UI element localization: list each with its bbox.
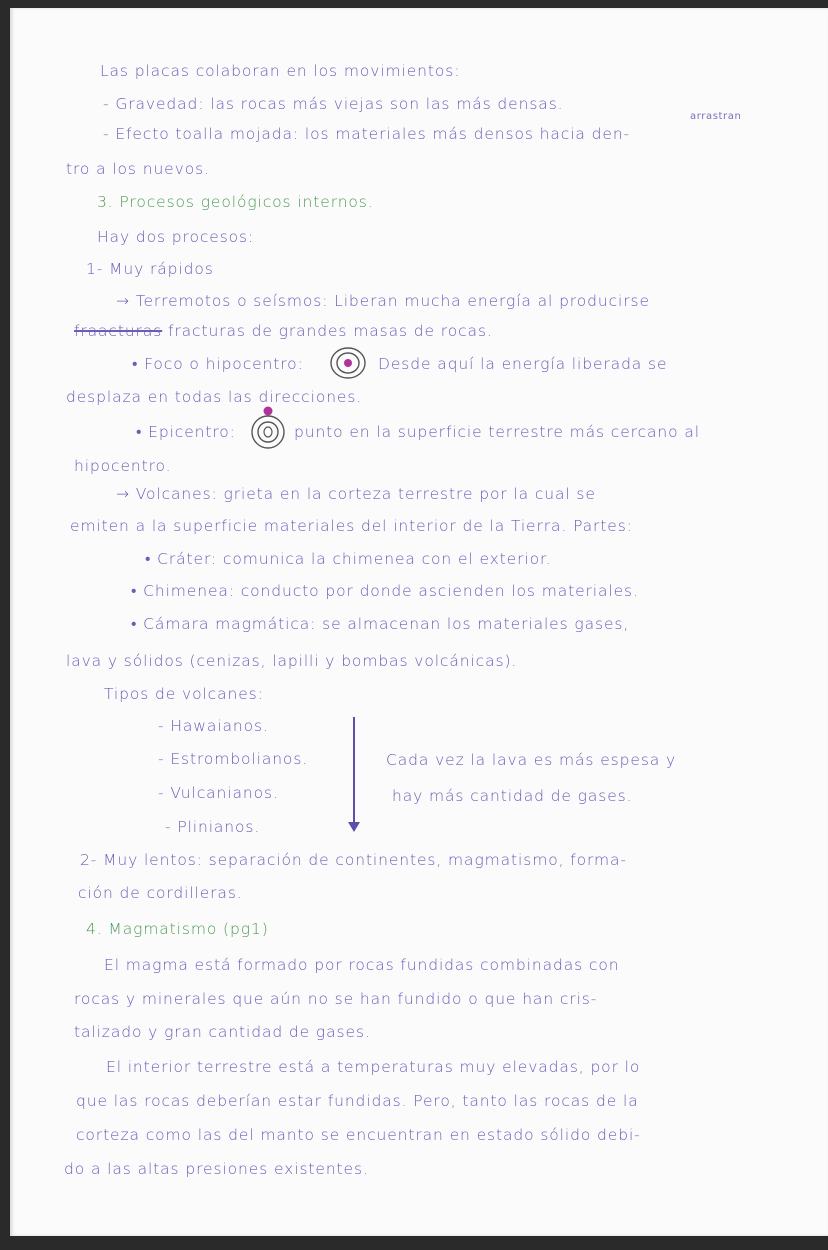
- list-item: - Plinianos.: [165, 818, 261, 836]
- text-line: • Foco o hipocentro:: [132, 355, 304, 373]
- list-heading: 2- Muy lentos: separación de continentes, magmatismo, forma-: [80, 851, 627, 869]
- text-line: - Efecto toalla mojada: los materiales más densos hacia den-: [103, 125, 631, 143]
- text-line: punto en la superficie terrestre más cercano al: [294, 423, 700, 441]
- text-line: Desde aquí la energía liberada se: [378, 355, 668, 373]
- list-item: • Cámara magmática: se almacenan los materiales gases,: [131, 615, 630, 633]
- text-line: tro a los nuevos.: [66, 160, 210, 178]
- text-span: fracturas de grandes masas de rocas.: [168, 322, 493, 340]
- text-line: ción de cordilleras.: [78, 884, 243, 902]
- text-line: → Terremotos o seísmos: Liberan mucha energía al producirse: [116, 292, 650, 310]
- down-arrow-icon: [353, 717, 355, 825]
- text-line: do a las altas presiones existentes.: [64, 1160, 369, 1178]
- text-line: [74, 322, 493, 340]
- list-heading: 1- Muy rápidos: [86, 260, 214, 278]
- text-line: - Gravedad: las rocas más viejas son las más densas.: [103, 95, 564, 113]
- text-line: → Volcanes: grieta en la corteza terrestre por la cual se: [116, 485, 596, 503]
- text-line: Cada vez la lava es más espesa y: [386, 751, 677, 769]
- text-line: Las placas colaboran en los movimientos:: [100, 62, 461, 80]
- text-line: que las rocas deberían estar fundidas. Pero, tanto las rocas de la: [76, 1092, 639, 1110]
- struck-word: fraacturas: [74, 322, 163, 340]
- text-line: lava y sólidos (cenizas, lapilli y bombas volcánicas).: [66, 652, 518, 670]
- text-line: Hay dos procesos:: [97, 228, 255, 246]
- text-line: talizado y gran cantidad de gases.: [74, 1023, 371, 1041]
- list-item: • Chimenea: conducto por donde ascienden los materiales.: [131, 582, 639, 600]
- list-item: • Cráter: comunica la chimenea con el exterior.: [145, 550, 552, 568]
- text-line: hipocentro.: [74, 457, 172, 475]
- text-line: Tipos de volcanes:: [104, 685, 264, 703]
- text-line: rocas y minerales que aún no se han fundido o que han cris-: [74, 990, 598, 1008]
- text-line: El magma está formado por rocas fundidas combinadas con: [104, 956, 620, 974]
- text-line: emiten a la superficie materiales del interior de la Tierra. Partes:: [70, 517, 633, 535]
- superscript-annotation: arrastran: [690, 111, 742, 122]
- text-line: • Epicentro:: [136, 423, 236, 441]
- list-item: - Estrombolianos.: [158, 750, 309, 768]
- section-heading: 3. Procesos geológicos internos.: [97, 193, 374, 211]
- list-item: - Hawaianos.: [158, 717, 269, 735]
- text-line: desplaza en todas las direcciones.: [66, 388, 363, 406]
- arrow-head-icon: [348, 822, 360, 832]
- text-line: hay más cantidad de gases.: [392, 787, 633, 805]
- text-line: El interior terrestre está a temperaturas muy elevadas, por lo: [106, 1058, 641, 1076]
- section-heading: 4. Magmatismo (pg1): [86, 920, 269, 938]
- text-line: corteza como las del manto se encuentran en estado sólido debi-: [76, 1126, 641, 1144]
- concentric-circles-top-dot-icon: [248, 405, 288, 451]
- list-item: - Vulcanianos.: [158, 784, 279, 802]
- concentric-circles-center-dot-icon: [328, 346, 368, 380]
